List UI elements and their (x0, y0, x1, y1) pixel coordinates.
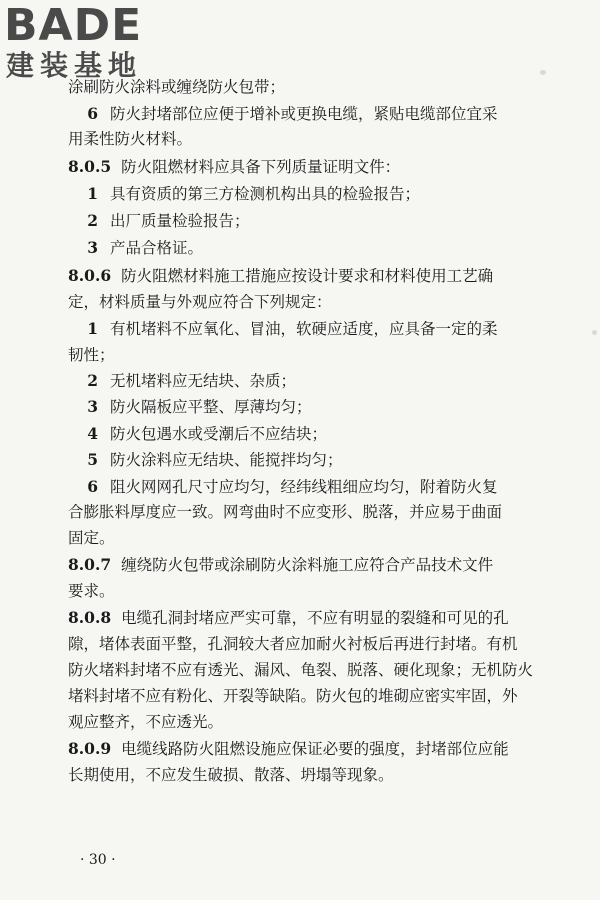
logo-wordmark: BADE (4, 0, 143, 51)
list-item: 6 防火封堵部位应便于增补或更换电缆，紧贴电缆部位宜采 (87, 104, 498, 123)
logo-subtitle: 建装基地 (6, 49, 143, 82)
section-8-0-9: 8.0.9 电缆线路防火阻燃设施应保证必要的强度，封堵部位应能 (68, 739, 509, 758)
text-line: 定，材料质量与外观应符合下列规定： (68, 293, 332, 311)
text-line: 合膨胀料厚度应一致。网弯曲时不应变形、脱落，并应易于曲面 (68, 503, 503, 521)
text-line: 防火堵料封堵不应有透光、漏风、龟裂、脱落、硬化现象；无机防火 (68, 661, 534, 679)
list-item: 3 防火隔板应平整、厚薄均匀； (87, 397, 312, 416)
list-item: 5 防火涂料应无结块、能搅拌均匀； (87, 450, 343, 469)
list-item: 6 阻火网网孔尺寸应均匀，经纬线粗细应均匀，附着防火复 (87, 477, 498, 496)
text-line: 观应整齐，不应透光。 (68, 713, 224, 731)
section-8-0-7: 8.0.7 缠绕防火包带或涂刷防火涂料施工应符合产品技术文件 (68, 555, 494, 574)
scan-speck (540, 70, 546, 75)
section-8-0-5: 8.0.5 防火阻燃材料应具备下列质量证明文件： (68, 157, 401, 176)
text-line: 韧性； (68, 346, 115, 364)
list-item: 3 产品合格证。 (87, 238, 204, 257)
text-line: 要求。 (68, 582, 115, 600)
list-item: 4 防火包遇水或受潮后不应结块； (87, 424, 328, 443)
list-item: 2 出厂质量检验报告； (87, 211, 250, 230)
section-8-0-8: 8.0.8 电缆孔洞封堵应严实可靠，不应有明显的裂缝和可见的孔 (68, 608, 509, 627)
list-item: 1 具有资质的第三方检测机构出具的检验报告； (87, 184, 421, 203)
list-item: 2 无机堵料应无结块、杂质； (87, 371, 297, 390)
section-8-0-6: 8.0.6 防火阻燃材料施工措施应按设计要求和材料使用工艺确 (68, 266, 494, 285)
list-item: 1 有机堵料不应氧化、冒油，软硬应适度，应具备一定的柔 (87, 319, 498, 338)
bade-logo (4, 2, 204, 82)
text-line: 涂刷防火涂料或缠绕防火包带； (68, 78, 286, 96)
text-line: 隙，堵体表面平整，孔洞较大者应加耐火衬板后再进行封堵。有机 (68, 635, 518, 653)
text-line: 用柔性防火材料。 (68, 130, 193, 148)
page-number: · 30 · (80, 852, 116, 868)
text-line: 堵料封堵不应有粉化、开裂等缺陷。防火包的堆砌应密实牢固，外 (68, 687, 518, 705)
text-line: 长期使用，不应发生破损、散落、坍塌等现象。 (68, 766, 394, 784)
text-line: 固定。 (68, 529, 115, 547)
